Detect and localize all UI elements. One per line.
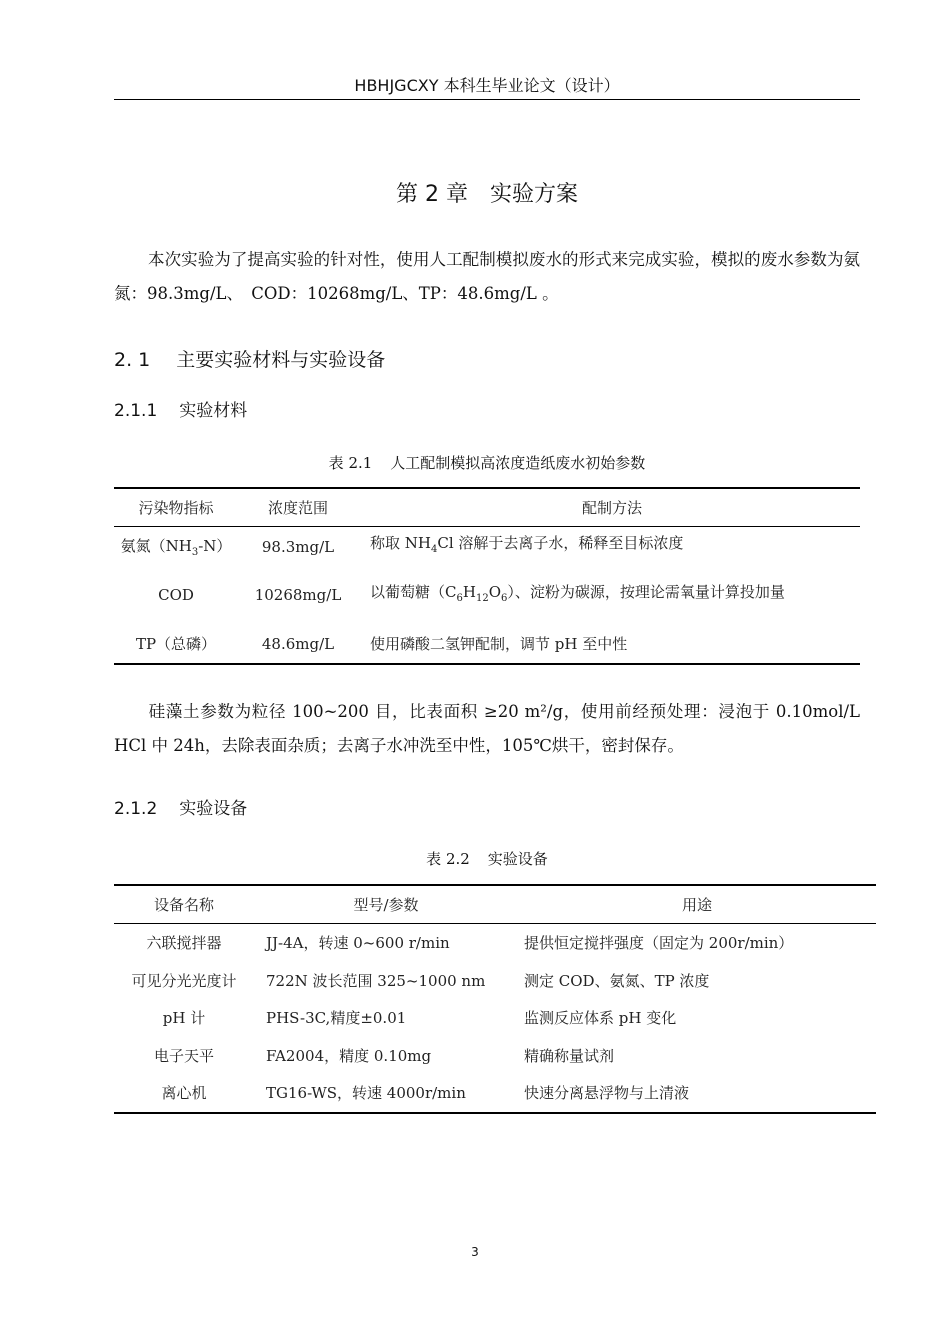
section-title: 主要实验材料与实验设备 (176, 349, 386, 371)
column-header: 设备名称 (114, 885, 254, 924)
header-rule (114, 99, 860, 100)
table-cell-model: TG16-WS，转速 4000r/min (254, 1074, 512, 1113)
column-header: 型号/参数 (254, 885, 512, 924)
page-number: 3 (471, 1245, 479, 1259)
table2-caption (114, 848, 860, 870)
table1-caption-number: 表 2.1 (328, 454, 373, 472)
intro-text: 本次实验为了提高实验的针对性，使用人工配制模拟废水的形式来完成实验，模拟的废水参数为氨氮：98.3mg/L、 COD：10268mg/L、TP：48.6mg/L 。 (114, 250, 860, 303)
table-row (114, 624, 860, 664)
materials-table (114, 487, 860, 665)
table-cell-method: 称取 $NH_4Cl$ 溶解于去离子水，稀释至目标浓度 (370, 534, 684, 555)
table-cell-concentration: 48.6mg/L (238, 624, 358, 664)
table-row (114, 999, 876, 1037)
column-header: 污染物指标 (114, 488, 238, 527)
table-row (114, 962, 876, 1000)
section-heading-2-1-2 (114, 797, 247, 821)
table-row (114, 566, 860, 624)
table-cell-indicator: COD (158, 586, 194, 604)
table-header-row (114, 885, 876, 924)
table-row (114, 1037, 876, 1075)
table-cell-use: 提供恒定搅拌强度（固定为 200r/min） (524, 934, 794, 953)
table-cell-use: 测定 COD、氨氮、TP 浓度 (524, 971, 710, 990)
equipment-table (114, 884, 876, 1114)
subsection-number: 2.1.1 (114, 401, 158, 421)
table-cell-concentration: 98.3mg/L (261, 537, 335, 556)
table-cell-equipment: 电子天平 (153, 1046, 214, 1065)
subsection-number: 2.1.2 (114, 799, 158, 819)
table-cell-indicator: TP（总磷） (114, 624, 238, 664)
table2-caption-number: 表 2.2 (426, 850, 470, 868)
table1-caption (114, 452, 860, 474)
diatomite-text: 硅藻土参数为粒径 100~200 目，比表面积 ≥20 m²/g，使用前经预处理：浸泡于 0.10mol/L HCl 中 24h，去除表面杂质；去离子水冲洗至中性，105℃烘干，密封保存。 (114, 702, 860, 755)
subsection-title: 实验材料 (179, 401, 248, 421)
table1-caption-title: 人工配制模拟高浓度造纸废水初始参数 (390, 454, 646, 472)
running-header: HBHJGCXY 本科生毕业论文（设计） (354, 76, 620, 95)
table-cell-model: PHS-3C,精度±0.01 (266, 1009, 407, 1028)
table-cell-model: FA2004，精度 0.10mg (266, 1046, 432, 1065)
intro-paragraph (114, 243, 860, 311)
column-header: 配制方法 (358, 488, 860, 527)
table-cell-use: 精确称量试剂 (524, 1046, 615, 1065)
diatomite-paragraph (114, 695, 860, 763)
chapter-title: 第 2 章 实验方案 (396, 182, 578, 207)
table-row (114, 527, 860, 567)
subsection-title: 实验设备 (179, 799, 248, 819)
table-cell-model: 722N 波长范围 325~1000 nm (266, 971, 486, 990)
section-heading-2-1-1 (114, 399, 247, 423)
table-cell-equipment: 六联搅拌器 (146, 934, 222, 953)
table-cell-equipment: pH 计 (162, 1009, 206, 1028)
table-cell-indicator: 氨氮$(NH_3-N)$ (120, 537, 232, 558)
section-number: 2. 1 (114, 349, 151, 371)
table-cell-model: JJ-4A，转速 0~600 r/min (266, 934, 450, 953)
table-cell-equipment: 离心机 (114, 1074, 254, 1113)
table-cell-method: 使用磷酸二氢钾配制，调节 pH 至中性 (358, 624, 860, 664)
table-cell-concentration: 10268mg/L (254, 586, 342, 604)
column-header: 用途 (512, 885, 876, 924)
table2-caption-title: 实验设备 (487, 850, 548, 868)
table-cell-use: 监测反应体系 pH 变化 (524, 1009, 677, 1028)
table-cell-use: 快速分离悬浮物与上清液 (512, 1074, 876, 1113)
table-header-row (114, 488, 860, 527)
column-header: 浓度范围 (238, 488, 358, 527)
table-row (114, 1074, 876, 1113)
table-cell-method: 以葡萄糖$(C_6H_{12}O_6)$、淀粉为碳源，按理论需氧量计算投加量 (370, 582, 785, 604)
table-cell-equipment: 可见分光光度计 (131, 971, 237, 990)
section-heading-2-1 (114, 347, 385, 373)
table-row (114, 924, 876, 962)
